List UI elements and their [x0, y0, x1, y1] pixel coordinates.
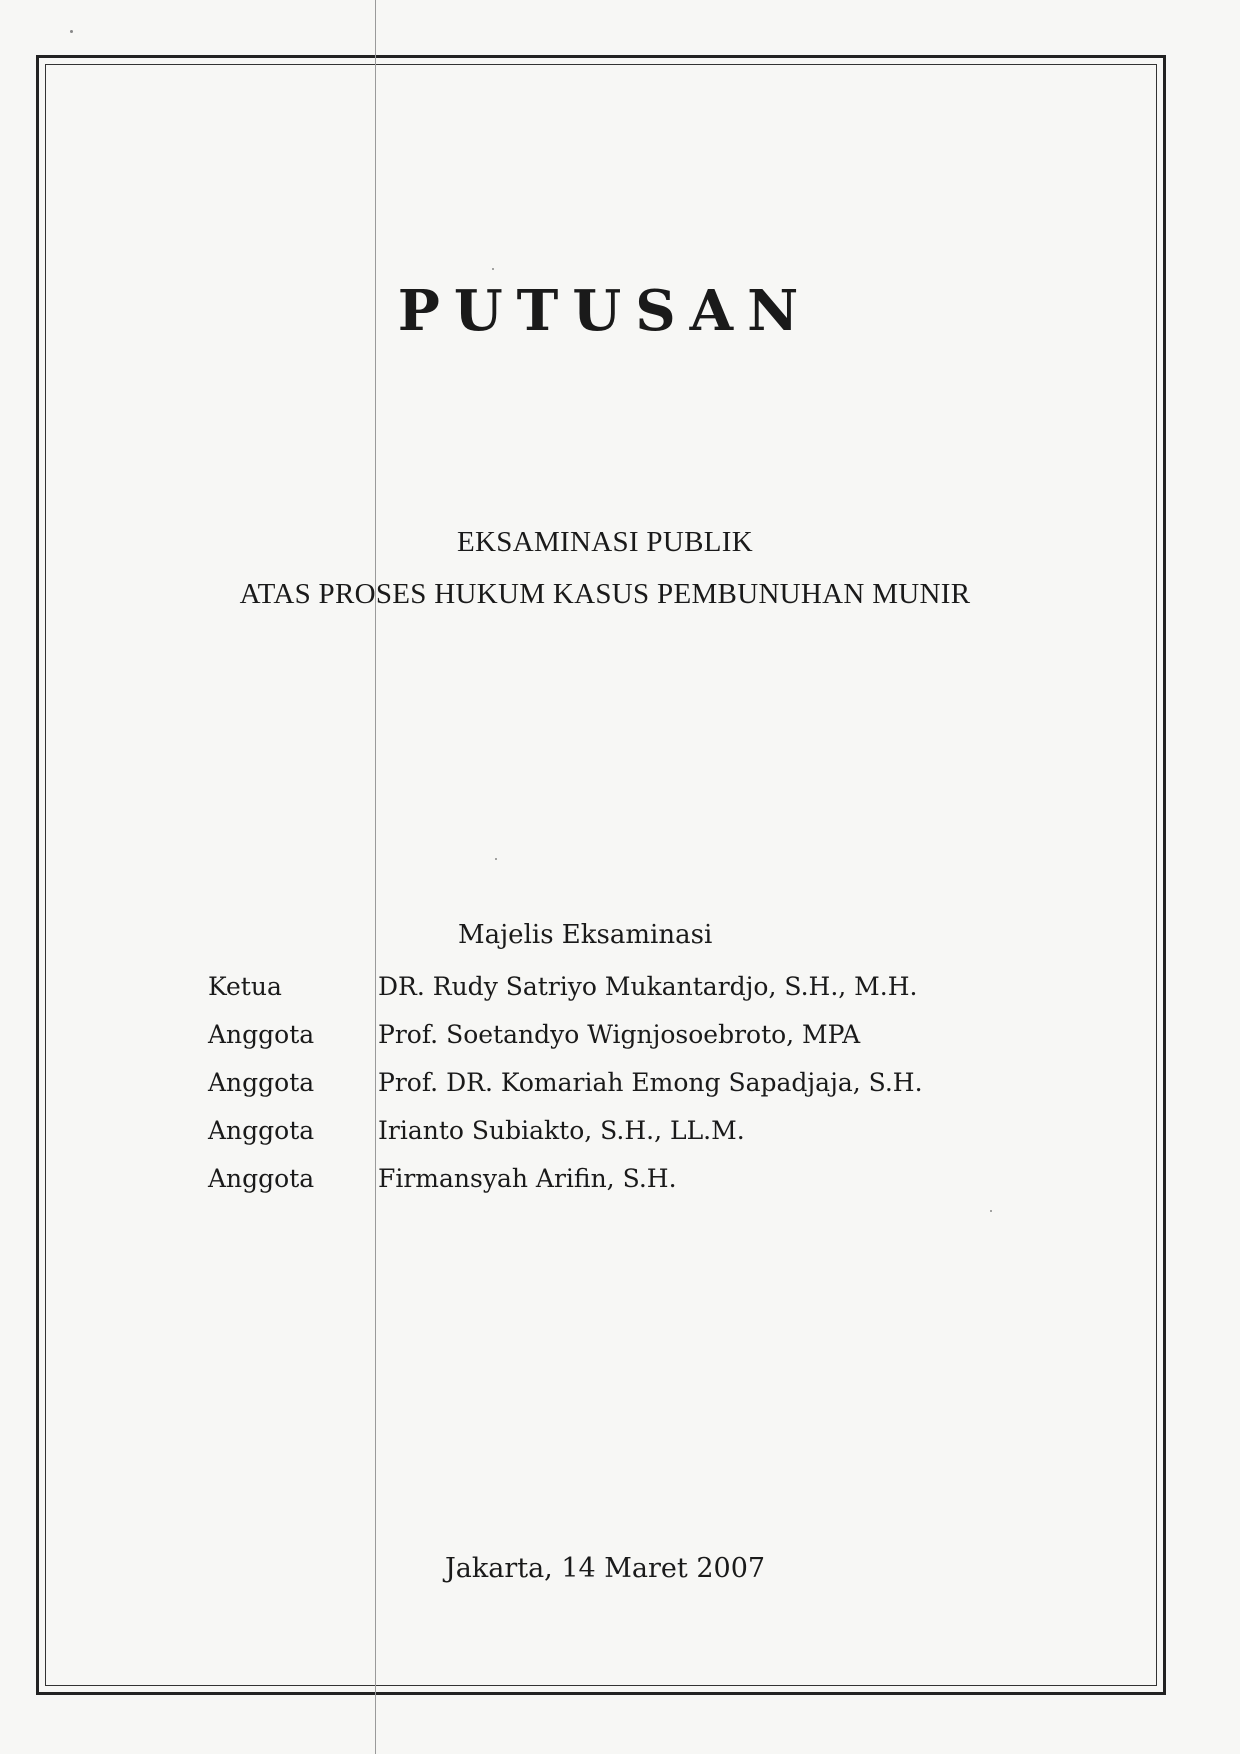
scan-speck [495, 858, 497, 860]
scan-speck [492, 268, 494, 270]
panel-member-row [208, 1058, 923, 1106]
member-role: Anggota [208, 1067, 315, 1097]
panel-member-list [208, 962, 923, 1202]
panel-member-row [208, 1106, 923, 1154]
member-role: Anggota [208, 1163, 315, 1193]
panel-heading: Majelis Eksaminasi [458, 920, 713, 950]
scan-speck [990, 1210, 992, 1212]
member-role: Anggota [208, 1019, 315, 1049]
member-name: Prof. DR. Komariah Emong Sapadjaja, S.H. [378, 1067, 923, 1097]
panel-member-row [208, 1010, 923, 1058]
member-name: Prof. Soetandyo Wignjosoebroto, MPA [378, 1019, 861, 1049]
document-title: PUTUSAN [397, 278, 813, 344]
scan-speck [70, 30, 73, 33]
member-role: Anggota [208, 1115, 315, 1145]
document-subtitle-line-1: EKSAMINASI PUBLIK [457, 526, 753, 558]
panel-member-row [208, 1154, 923, 1202]
member-name: Irianto Subiakto, S.H., LL.M. [378, 1115, 745, 1145]
panel-member-row [208, 962, 923, 1010]
document-date: Jakarta, 14 Maret 2007 [444, 1553, 766, 1584]
member-name: DR. Rudy Satriyo Mukantardjo, S.H., M.H. [378, 971, 918, 1001]
member-name: Firmansyah Arifin, S.H. [378, 1163, 677, 1193]
document-subtitle-line-2: ATAS PROSES HUKUM KASUS PEMBUNUHAN MUNIR [239, 578, 971, 610]
member-role: Ketua [208, 971, 282, 1001]
scan-fold-line [375, 0, 376, 1754]
